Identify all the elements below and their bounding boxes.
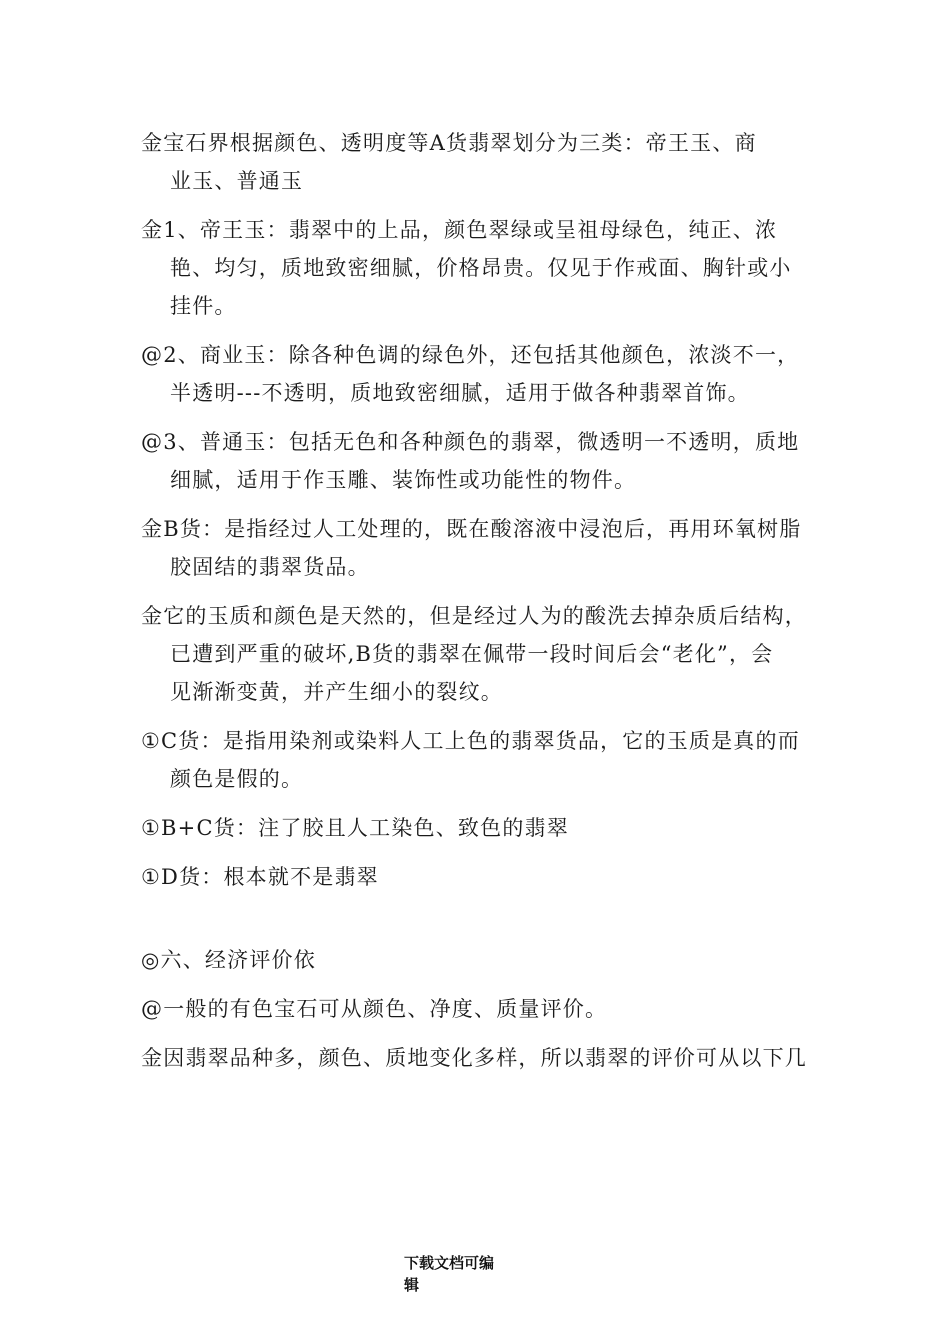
- section-heading: ◎六、经济评价依: [141, 948, 316, 972]
- paragraph-jade-evaluation: [141, 1039, 831, 1077]
- paragraph-d-grade: [141, 858, 831, 896]
- paragraph-commercial-jade: [141, 336, 831, 412]
- page-footer: [404, 1252, 534, 1296]
- text-line: 金宝石界根据颜色、透明度等A货翡翠划分为三类：帝王玉、商: [141, 131, 757, 155]
- text-line: 金1、帝王玉：翡翠中的上品，颜色翠绿或呈祖母绿色，纯正、浓: [141, 218, 778, 242]
- text-line: 挂件。: [170, 294, 237, 318]
- section-heading-economic-evaluation: [141, 941, 831, 979]
- paragraph-imperial-jade: [141, 211, 831, 325]
- text-line: 颜色是假的。: [170, 767, 304, 791]
- paragraph-common-jade: [141, 423, 831, 499]
- paragraph-general-evaluation: [141, 990, 831, 1028]
- text-line: ①B+C货：注了胶且人工染色、致色的翡翠: [141, 816, 569, 840]
- blank-gap: [141, 907, 831, 941]
- text-line: 金因翡翠品种多，颜色、质地变化多样，所以翡翠的评价可从以下几: [141, 1046, 807, 1070]
- text-line: 金B货：是指经过人工处理的，既在酸溶液中浸泡后，再用环氧树脂: [141, 517, 802, 541]
- text-line: 胶固结的翡翠货品。: [170, 555, 370, 579]
- text-line: ①D货：根本就不是翡翠: [141, 865, 379, 889]
- footer-line: 辑: [404, 1276, 420, 1294]
- text-line: 细腻，适用于作玉雕、装饰性或功能性的物件。: [170, 468, 637, 492]
- paragraph-classification: [141, 124, 831, 200]
- paragraph-b-grade-detail: [141, 597, 831, 711]
- paragraph-bc-grade: [141, 809, 831, 847]
- text-line: @2、商业玉：除各种色调的绿色外，还包括其他颜色，浓淡不一，: [141, 343, 800, 367]
- paragraph-c-grade: [141, 722, 831, 798]
- text-line: @3、普通玉：包括无色和各种颜色的翡翠，微透明一不透明，质地: [141, 430, 800, 454]
- text-line: ①C货：是指用染剂或染料人工上色的翡翠货品，它的玉质是真的而: [141, 729, 800, 753]
- text-line: 艳、均匀，质地致密细腻，价格昂贵。仅见于作戒面、胸针或小: [170, 256, 792, 280]
- text-line: @一般的有色宝石可从颜色、净度、质量评价。: [141, 997, 608, 1021]
- text-line: 半透明---不透明，质地致密细腻，适用于做各种翡翠首饰。: [170, 381, 750, 405]
- text-line: 已遭到严重的破坏,B货的翡翠在佩带一段时间后会“老化”，会: [170, 642, 774, 666]
- footer-line: 下载文档可编: [404, 1254, 495, 1272]
- paragraph-b-grade: [141, 510, 831, 586]
- text-line: 金它的玉质和颜色是天然的，但是经过人为的酸洗去掉杂质后结构，: [141, 604, 807, 628]
- text-line: 业玉、普通玉: [170, 169, 304, 193]
- text-line: 见渐渐变黄，并产生细小的裂纹。: [170, 680, 503, 704]
- document-body: [141, 124, 831, 1088]
